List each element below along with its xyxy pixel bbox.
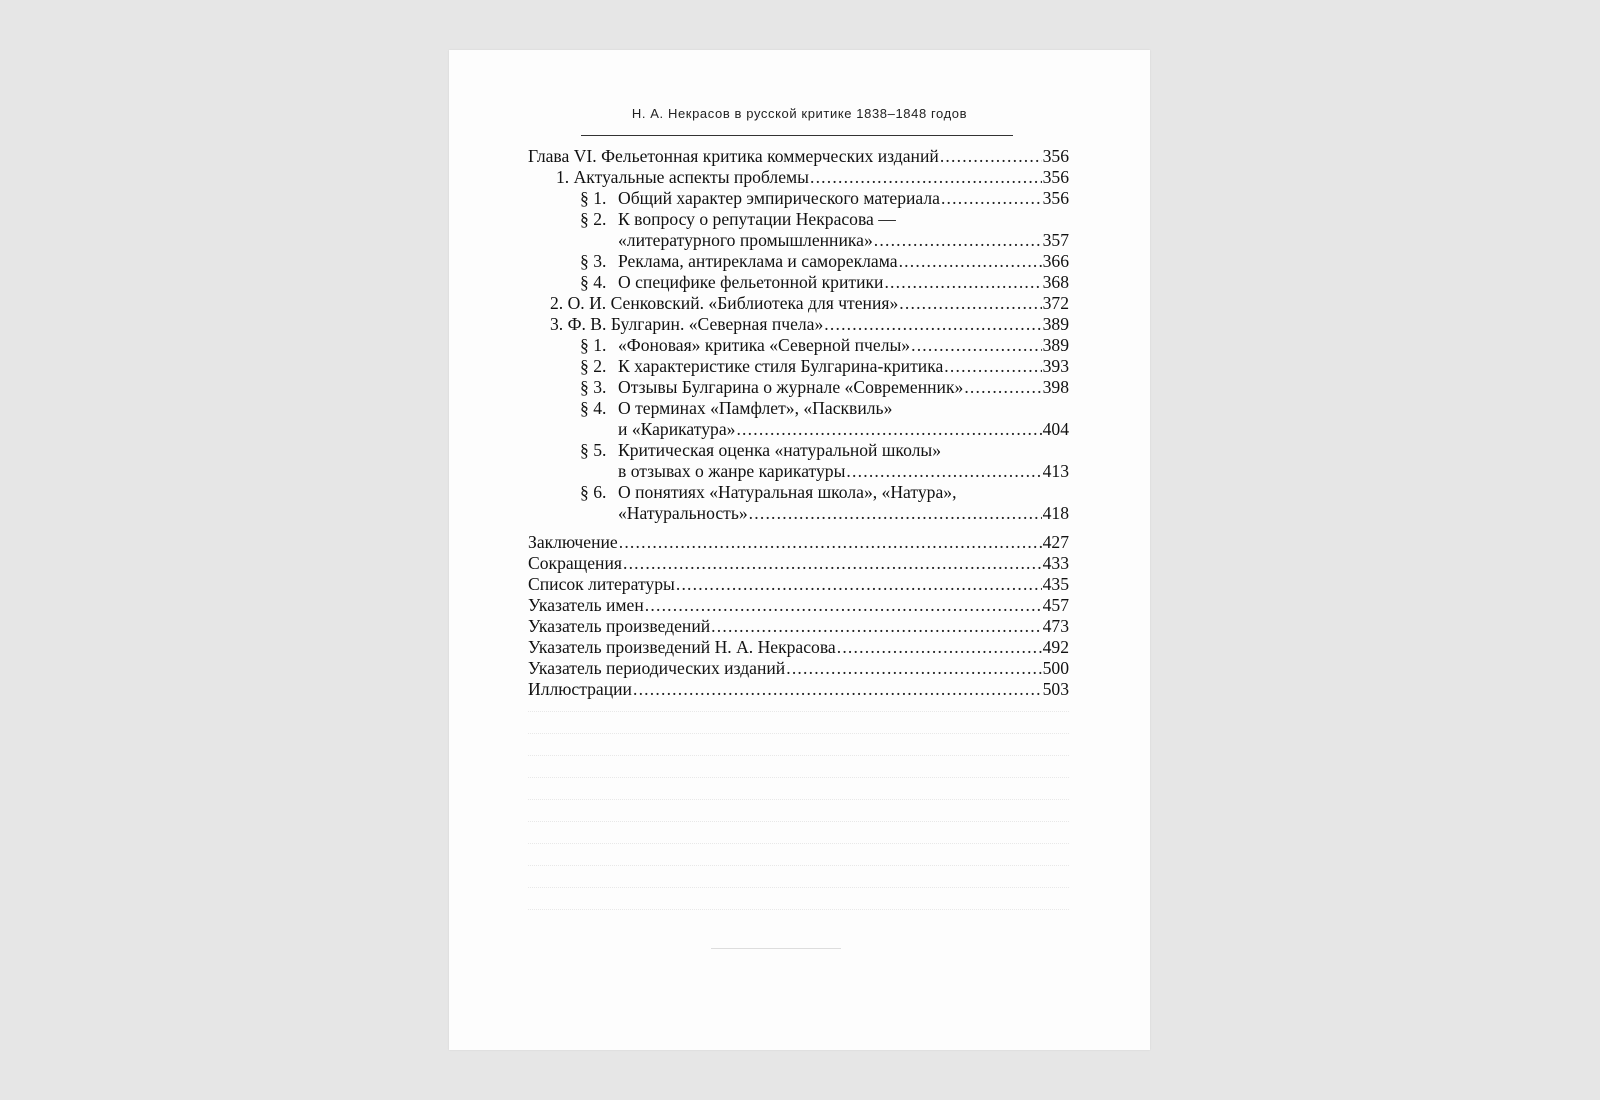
- toc-entry-abbreviations: [528, 553, 1069, 574]
- toc-entry-page: 457: [1042, 595, 1069, 615]
- toc-entry-page: 433: [1042, 553, 1069, 573]
- leader-dots: [964, 377, 1041, 398]
- leader-dots: [899, 293, 1041, 314]
- bleed-through-shadow: [528, 690, 1069, 940]
- section-mark: § 1.: [580, 188, 607, 208]
- toc-entry-page: 357: [1042, 230, 1069, 250]
- toc-entry-subsection: [528, 209, 1069, 230]
- toc-entry-subsection: [528, 272, 1069, 293]
- toc-entry-title: Иллюстрации: [528, 679, 632, 699]
- leader-dots: [623, 553, 1042, 574]
- toc-entry-page: 492: [1042, 637, 1069, 657]
- toc-entry-page: 398: [1042, 377, 1069, 397]
- leader-dots: [884, 272, 1041, 293]
- toc-entry-index-periodicals: [528, 658, 1069, 679]
- toc-entry-continuation: [528, 461, 1069, 482]
- leader-dots: [619, 532, 1042, 553]
- toc-entry-subsection: [528, 251, 1069, 272]
- toc-entry-index-works: [528, 616, 1069, 637]
- toc-entry-continuation: [528, 419, 1069, 440]
- toc-entry-page: 500: [1042, 658, 1069, 678]
- toc-entry-chapter-6: [528, 146, 1069, 167]
- toc-entry-title: 1. Актуальные аспекты проблемы: [556, 167, 809, 187]
- toc-entry-title: «литературного промышленника»: [618, 230, 873, 250]
- toc-entry-section-2: [528, 293, 1069, 314]
- section-mark: § 3.: [580, 251, 607, 271]
- leader-dots: [846, 461, 1041, 482]
- toc-entry-page: 368: [1042, 272, 1069, 292]
- section-mark: § 1.: [580, 335, 607, 355]
- toc-entry-title: Заключение: [528, 532, 618, 552]
- toc-entry-subsection: [528, 440, 1069, 461]
- toc-entry-subsection: [528, 335, 1069, 356]
- toc-entry-title: Указатель имен: [528, 595, 644, 615]
- toc-entry-subsection: [528, 398, 1069, 419]
- leader-dots: [749, 503, 1042, 524]
- toc-entry-title: Отзывы Булгарина о журнале «Современник»: [618, 377, 964, 397]
- leader-dots: [810, 167, 1042, 188]
- leader-dots: [941, 188, 1042, 209]
- toc-entry-page: 372: [1042, 293, 1069, 313]
- toc-entry-page: 366: [1042, 251, 1069, 271]
- toc-entry-page: 356: [1042, 146, 1069, 166]
- toc-entry-conclusion: [528, 532, 1069, 553]
- toc-entry-index-names: [528, 595, 1069, 616]
- leader-dots: [736, 419, 1041, 440]
- leader-dots: [633, 679, 1042, 700]
- toc-entry-page: 393: [1042, 356, 1069, 376]
- leader-dots: [645, 595, 1042, 616]
- toc-entry-title: Общий характер эмпирического материала: [618, 188, 940, 208]
- toc-entry-page: 389: [1042, 314, 1069, 334]
- toc-entry-title: Список литературы: [528, 574, 675, 594]
- toc-entry-subsection: [528, 482, 1069, 503]
- toc-entry-title: в отзывах о жанре карикатуры: [618, 461, 846, 481]
- toc-entry-page: 427: [1042, 532, 1069, 552]
- toc-entry-section-3: [528, 314, 1069, 335]
- toc-entry-title: Критическая оценка «натуральной школы»: [618, 440, 942, 460]
- spacer: [528, 524, 1069, 532]
- section-mark: § 2.: [580, 209, 607, 229]
- toc-entry-subsection: [528, 377, 1069, 398]
- running-head: Н. А. Некрасов в русской критике 1838–1848 годов: [631, 106, 968, 121]
- toc-entry-page: 435: [1042, 574, 1069, 594]
- toc-entry-page: 356: [1042, 167, 1069, 187]
- toc-entry-page: 503: [1042, 679, 1069, 699]
- toc-entry-title: К вопросу о репутации Некрасова —: [618, 209, 896, 229]
- leader-dots: [824, 314, 1041, 335]
- toc-entry-page: 404: [1042, 419, 1069, 439]
- section-mark: § 2.: [580, 356, 607, 376]
- section-mark: § 4.: [580, 398, 607, 418]
- leader-dots: [676, 574, 1042, 595]
- toc-entry-title: «Натуральность»: [618, 503, 748, 523]
- toc-entry-bibliography: [528, 574, 1069, 595]
- book-page: [449, 50, 1150, 1050]
- leader-dots: [786, 658, 1041, 679]
- toc-entry-page: 389: [1042, 335, 1069, 355]
- toc-entry-title: О специфике фельетонной критики: [618, 272, 884, 292]
- toc-entry-title: 3. Ф. В. Булгарин. «Северная пчела»: [550, 314, 824, 334]
- toc-entry-title: «Фоновая» критика «Северной пчелы»: [618, 335, 911, 355]
- toc-entry-title: О понятиях «Натуральная школа», «Натура»,: [618, 482, 957, 502]
- toc-entry-continuation: [528, 230, 1069, 251]
- leader-dots: [899, 251, 1042, 272]
- leader-dots: [711, 616, 1041, 637]
- table-of-contents: [528, 146, 1069, 700]
- section-mark: § 5.: [580, 440, 607, 460]
- leader-dots: [911, 335, 1042, 356]
- toc-entry-page: 418: [1042, 503, 1069, 523]
- toc-entry-page: 473: [1042, 616, 1069, 636]
- leader-dots: [837, 637, 1042, 658]
- leader-dots: [874, 230, 1042, 251]
- section-mark: § 4.: [580, 272, 607, 292]
- toc-entry-title: К характеристике стиля Булгарина-критика: [618, 356, 944, 376]
- toc-entry-illustrations: [528, 679, 1069, 700]
- toc-entry-title: Указатель произведений: [528, 616, 711, 636]
- section-mark: § 3.: [580, 377, 607, 397]
- toc-entry-section-1: [528, 167, 1069, 188]
- toc-entry-subsection: [528, 188, 1069, 209]
- toc-entry-continuation: [528, 503, 1069, 524]
- toc-entry-title: Глава VI. Фельетонная критика коммерческих изданий: [528, 146, 939, 166]
- toc-entry-title: О терминах «Памфлет», «Пасквиль»: [618, 398, 893, 418]
- header-rule: [581, 135, 1013, 136]
- toc-entry-index-nekrasov-works: [528, 637, 1069, 658]
- toc-entry-page: 413: [1042, 461, 1069, 481]
- leader-dots: [940, 146, 1042, 167]
- toc-entry-title: и «Карикатура»: [618, 419, 736, 439]
- toc-entry-title: Указатель периодических изданий: [528, 658, 786, 678]
- section-mark: § 6.: [580, 482, 607, 502]
- leader-dots: [944, 356, 1041, 377]
- toc-entry-subsection: [528, 356, 1069, 377]
- toc-entry-title: Указатель произведений Н. А. Некрасова: [528, 637, 836, 657]
- toc-entry-title: Сокращения: [528, 553, 622, 573]
- toc-entry-page: 356: [1042, 188, 1069, 208]
- toc-entry-title: 2. О. И. Сенковский. «Библиотека для чтения»: [550, 293, 899, 313]
- toc-entry-title: Реклама, антиреклама и самореклама: [618, 251, 898, 271]
- footer-rule: [711, 948, 841, 949]
